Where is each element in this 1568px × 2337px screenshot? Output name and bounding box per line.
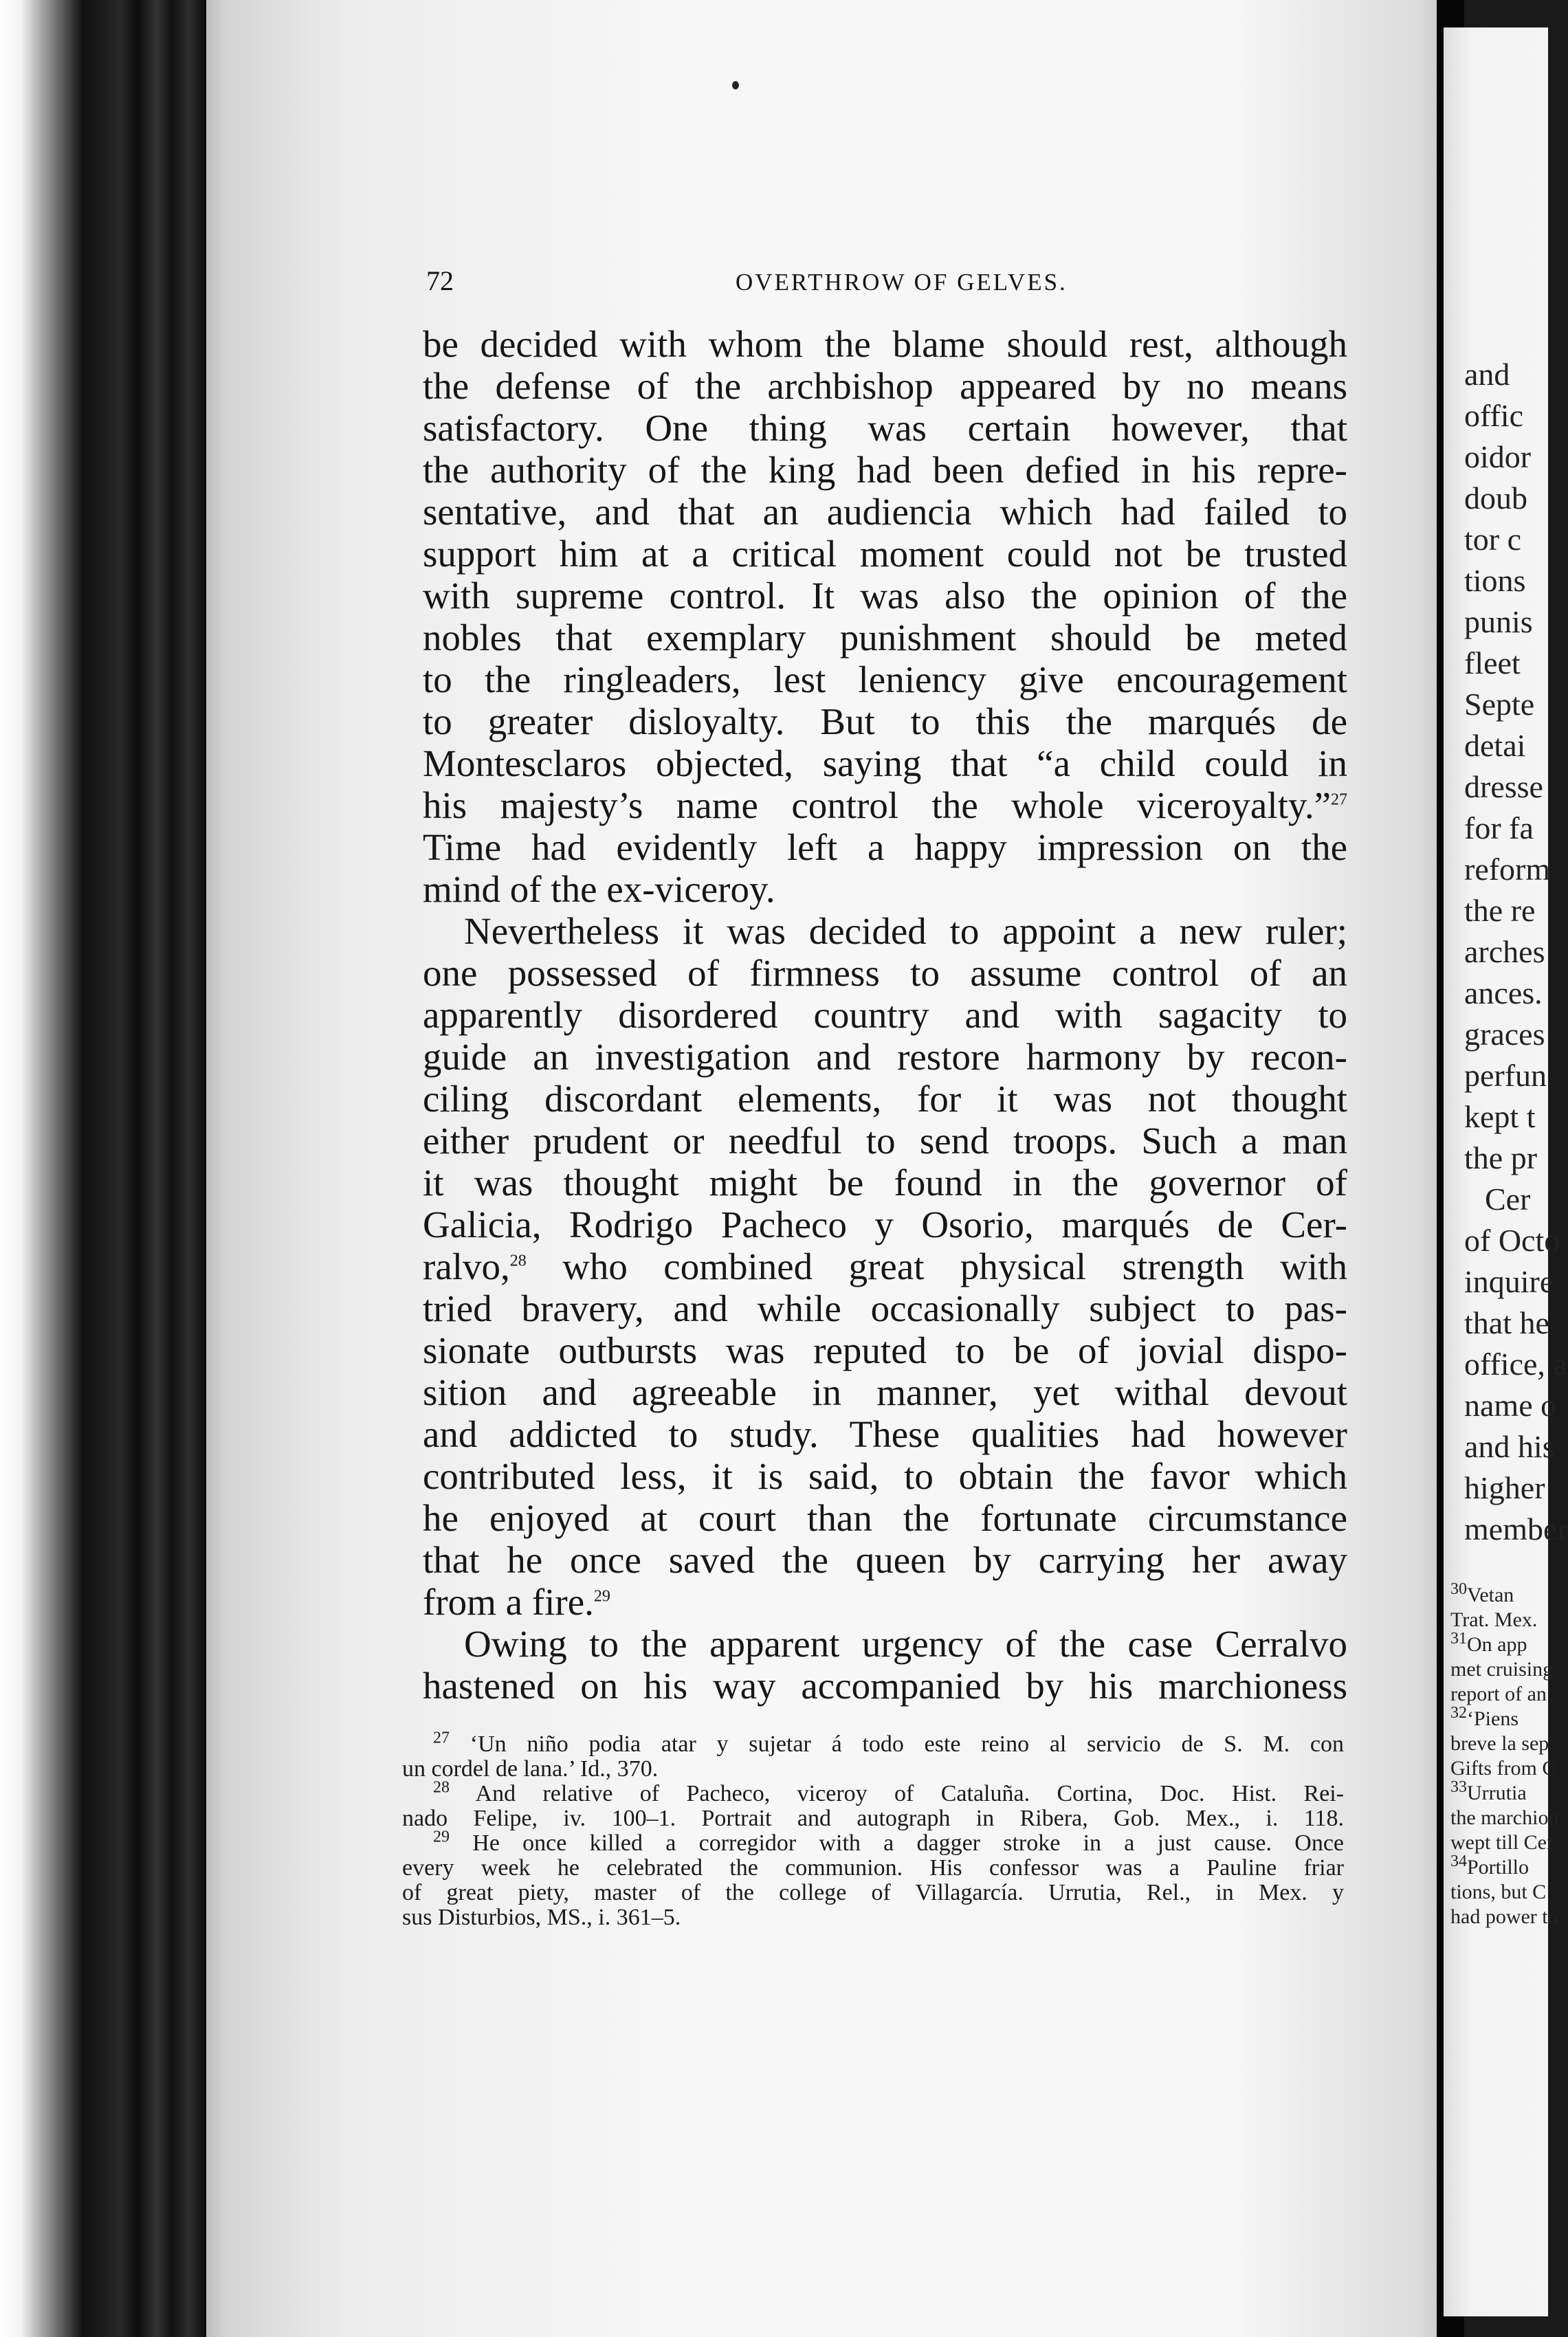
next-page-line: tions — [1464, 563, 1526, 598]
next-page-line: inquire — [1464, 1264, 1554, 1299]
footnote-line: sus Disturbios, MS., i. 361–5. — [402, 1905, 681, 1930]
body-text — [423, 323, 1347, 1707]
next-page-footnote-line: met cruising — [1450, 1658, 1554, 1681]
footnote-mark: 29 — [433, 1828, 450, 1846]
body-line-text: from a fire. — [423, 1581, 594, 1623]
body-line: and addicted to study. These qualities had however — [423, 1413, 1347, 1455]
body-line-text: ralvo, — [423, 1245, 510, 1287]
next-page-footnote-line: $^{30}$Vetan — [1450, 1580, 1514, 1606]
body-line: apparently disordered country and with sagacity to — [423, 994, 1347, 1036]
body-line-with-note — [423, 784, 1347, 826]
next-page-footnote-line: $^{31}$On app — [1450, 1630, 1527, 1656]
next-page-line: the pr — [1464, 1140, 1538, 1175]
body-line: Galicia, Rodrigo Pacheco y Osorio, marqués de Cer- — [423, 1204, 1347, 1245]
next-page-edge — [1444, 27, 1568, 2316]
body-line: guide an investigation and restore harmony by recon- — [423, 1036, 1347, 1078]
next-page-footnote-line: tions, but C — [1450, 1881, 1547, 1903]
next-page-line: office, a — [1464, 1347, 1567, 1382]
next-page-line: Septe — [1464, 687, 1535, 722]
body-line: contributed less, it is said, to obtain the favor which — [423, 1455, 1347, 1497]
next-page-line: name o — [1464, 1388, 1557, 1423]
body-line: to the ringleaders, lest leniency give encouragement — [423, 658, 1347, 700]
footnote-text: ‘Un niño podia atar y sujetar á todo este reino al servicio de S. M. con — [470, 1731, 1345, 1757]
footnote-mark: 27 — [433, 1729, 450, 1747]
next-page-footnote-mark: 30 — [1450, 1580, 1467, 1598]
next-page-line: perfun — [1464, 1058, 1547, 1093]
next-page-line: kept t — [1464, 1099, 1536, 1134]
body-line: mind of the ex-viceroy. — [423, 868, 775, 910]
next-page-footnote-mark: 34 — [1450, 1852, 1467, 1870]
body-line: the authority of the king had been defied in his repre- — [423, 449, 1347, 491]
footnote-line — [402, 1778, 1345, 1806]
body-line: either prudent or needful to send troops. Such a man — [423, 1120, 1347, 1162]
next-page-line: for fa — [1464, 810, 1534, 845]
next-page-footnote-line: the marchion — [1450, 1806, 1559, 1829]
body-line-text: his majesty’s name control the whole viceroyalty.” — [423, 784, 1331, 826]
next-page-footnote-line: had power to — [1450, 1905, 1558, 1928]
next-page-line: arches — [1464, 934, 1545, 969]
body-line: Time had evidently left a happy impression on the — [423, 826, 1347, 868]
next-page-line: member — [1464, 1511, 1568, 1547]
body-line: ciling discordant elements, for it was not thought — [423, 1078, 1347, 1120]
next-page-line: detai — [1464, 728, 1526, 763]
next-page-line: tor c — [1464, 522, 1522, 557]
next-page-footnote-line: Gifts from C — [1450, 1757, 1556, 1780]
next-page-line: of Octo — [1464, 1223, 1560, 1258]
body-line-with-note — [423, 1581, 1347, 1623]
footnote-line: of great piety, master of the college of Villagarcía. Urrutia, Rel., in Mex. y — [402, 1880, 1344, 1905]
body-line-with-note — [423, 1245, 1347, 1287]
footnote-ref[interactable]: 27 — [1331, 790, 1347, 809]
footnote-text: He once killed a corregidor with a dagger stroke in a just cause. Once — [472, 1830, 1345, 1856]
body-line-text: who combined great physical strength with — [526, 1245, 1347, 1287]
next-page-line: and his — [1464, 1429, 1555, 1464]
footnotes — [402, 1729, 1345, 1930]
next-page-footnote-line: $^{34}$Portillo — [1450, 1852, 1530, 1879]
footnote-ref[interactable]: 29 — [593, 1587, 610, 1606]
next-page-line: offic — [1464, 398, 1524, 433]
body-line: the defense of the archbishop appeared by no means — [423, 365, 1347, 407]
next-page-line: and — [1464, 357, 1510, 392]
body-line: tried bravery, and while occasionally subject to pas- — [423, 1287, 1347, 1329]
next-page-footnote-line: report of an — [1450, 1683, 1547, 1705]
page-number: 72 — [426, 265, 454, 296]
footnote-text: And relative of Pacheco, viceroy of Cataluña. Cortina, Doc. Hist. Rei- — [475, 1781, 1345, 1806]
print-speck — [732, 81, 739, 89]
next-page-line: doub — [1464, 480, 1527, 516]
next-page-footnote-mark: 33 — [1450, 1778, 1467, 1796]
next-page-footnote-line: $^{33}$Urrutia — [1450, 1778, 1527, 1804]
next-page-line: ances. — [1464, 975, 1543, 1010]
body-line: Nevertheless it was decided to appoint a new ruler; — [464, 910, 1347, 952]
running-head — [227, 265, 1354, 299]
body-line: one possessed of firmness to assume control of an — [423, 952, 1347, 994]
footnote-line — [402, 1729, 1345, 1757]
next-page-footnote-line: breve la sep — [1450, 1732, 1549, 1755]
footnote-line: nado Felipe, iv. 100–1. Portrait and autograph in Ribera, Gob. Mex., i. 118. — [402, 1806, 1344, 1831]
next-page-line: graces — [1464, 1017, 1545, 1052]
body-line: satisfactory. One thing was certain however, that — [423, 407, 1347, 449]
next-page-footnote-line: wept till Cer — [1450, 1831, 1554, 1854]
next-page-line: fleet — [1464, 645, 1521, 680]
body-line: be decided with whom the blame should rest, although — [423, 323, 1347, 365]
book-spine — [0, 0, 206, 2337]
footnote-ref[interactable]: 28 — [509, 1252, 527, 1270]
next-page-line: the re — [1464, 893, 1536, 928]
body-line: nobles that exemplary punishment should be meted — [423, 617, 1347, 658]
body-line: to greater disloyalty. But to this the marqués de — [423, 700, 1347, 742]
next-page-line: dresse — [1464, 769, 1543, 804]
body-line: sionate outbursts was reputed to be of jovial dispo- — [423, 1329, 1347, 1371]
next-page-footnote-mark: 32 — [1450, 1704, 1467, 1722]
footnote-mark: 28 — [433, 1778, 450, 1797]
footnote-line — [402, 1828, 1345, 1856]
footnote-line: un cordel de lana.’ Id., 370. — [402, 1756, 659, 1782]
next-page-line: that he — [1464, 1305, 1549, 1340]
body-line: he enjoyed at court than the fortunate circumstance — [423, 1497, 1347, 1539]
next-page-footnote-line: $^{32}$‘Piens — [1450, 1704, 1519, 1730]
body-line: with supreme control. It was also the opinion of the — [423, 575, 1347, 617]
next-page-footnote-line: Trat. Mex. — [1450, 1608, 1538, 1631]
next-page-line: reform — [1464, 852, 1551, 887]
next-page-footnote-mark: 31 — [1450, 1630, 1467, 1648]
body-line: hastened on his way accompanied by his marchioness — [423, 1665, 1347, 1707]
body-line: sentative, and that an audiencia which had failed to — [423, 491, 1347, 533]
body-line: Owing to the apparent urgency of the case Cerralvo — [464, 1623, 1347, 1665]
body-line: that he once saved the queen by carrying her away — [423, 1539, 1347, 1581]
body-line: it was thought might be found in the governor of — [423, 1162, 1347, 1204]
next-page-line: higher — [1464, 1470, 1545, 1505]
footnote-line: every week he celebrated the communion. His confessor was a Pauline friar — [402, 1855, 1344, 1881]
body-line: sition and agreeable in manner, yet withal devout — [423, 1371, 1347, 1413]
running-title: OVERTHROW OF GELVES. — [736, 269, 1068, 296]
body-line: Montesclaros objected, saying that “a child could in — [423, 742, 1347, 784]
next-page-line: oidor — [1464, 439, 1532, 474]
next-page-line: Cer — [1485, 1182, 1531, 1217]
next-page-line: punis — [1464, 604, 1533, 639]
body-line: support him at a critical moment could not be trusted — [423, 533, 1347, 575]
